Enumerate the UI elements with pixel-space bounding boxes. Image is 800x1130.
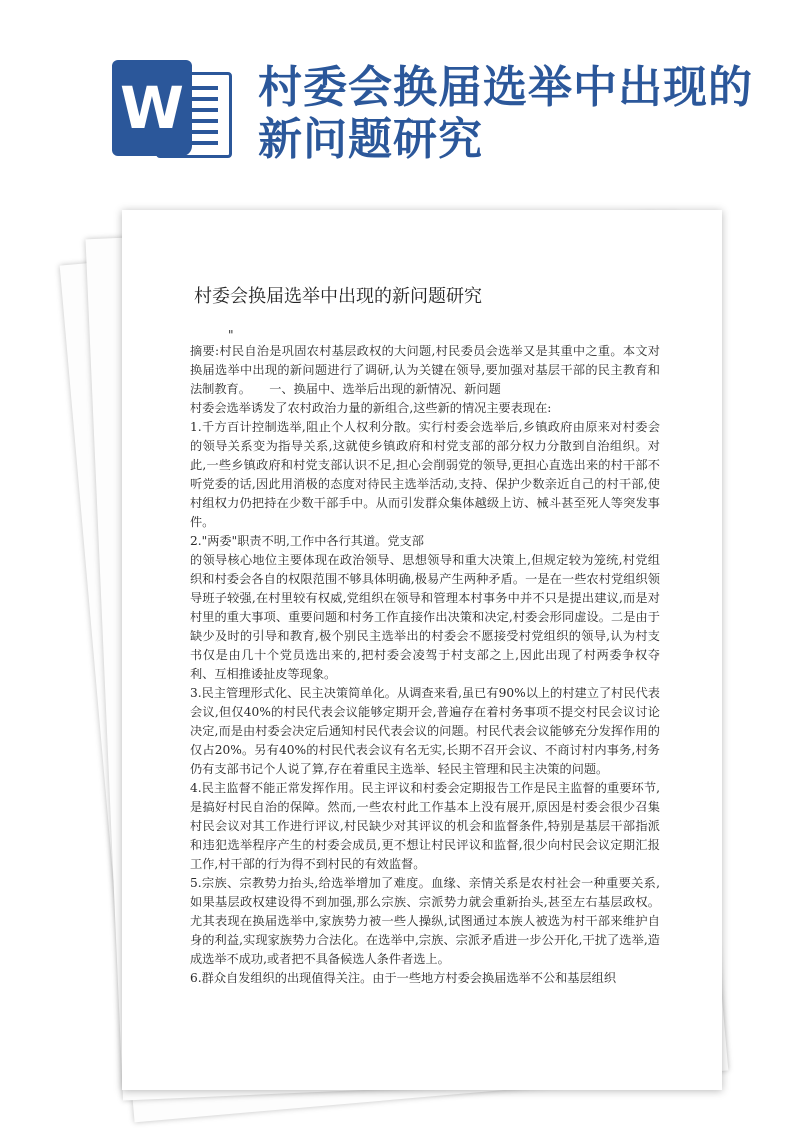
word-logo-icon: [112, 60, 232, 164]
paragraph-item-1: 1.千方百计控制选举,阻止个人权利分散。实行村委会选举后,乡镇政府由原来对村委会的领导关系变为指导关系,这就使乡镇政府和村党支部的部分权力分散到自治组织。对此,一些乡镇政府和村党支部认识不足,担心会削弱党的领导,更担心直选出来的村干部不听党委的话,因此用消极的态度对待民主选举活动,支持、保护少数亲近自己的村干部,使村组权力仍把持在少数干部手中。从而引发群众集体越级上访、械斗甚至死人等突发事件。: [190, 420, 660, 529]
paragraph-intro: 村委会选举诱发了农村政治力量的新组合,这些新的情况主要表现在:: [190, 401, 552, 415]
paragraph-abstract: 摘要:村民自治是巩固农村基层政权的大问题,村民委员会选举又是其重中之重。本文对换届选举中出现的新问题进行了调研,认为关键在领导,要加强对基层干部的民主教育和法制教育。 一、换届中、选举后出现的新情况、新问题: [190, 344, 660, 396]
page-heading: 村委会换届选举中出现的新问题研究: [258, 62, 753, 165]
paragraph-item-4: 4.民主监督不能正常发挥作用。民主评议和村委会定期报告工作是民主监督的重要环节,是搞好村民自治的保障。然而,一些农村此工作基本上没有展开,原因是村委会很少召集村民会议对其工作进行评议,村民缺少对其评议的机会和监督条件,特别是基层干部指派和违犯选举程序产生的村委会成员,更不想让村民评议和监督,很少向村民会议定期汇报工作,村干部的行为得不到村民的有效监督。: [190, 781, 660, 871]
paragraph-item-3: 3.民主管理形式化、民主决策简单化。从调查来看,虽已有90%以上的村建立了村民代表会议,但仅40%的村民代表会议能够定期开会,普遍存在着村务事项不提交村民会议讨论决定,而是由村委会决定后通知村民代表会议的问题。村民代表会议能够充分发挥作用的仅占20%。另有40%的村民代表会议有名无实,长期不召开会议、不商讨村内事务,村务仍有支部书记个人说了算,存在着重民主选举、轻民主管理和民主决策的问题。: [190, 686, 660, 776]
document-page: [122, 210, 722, 1090]
paragraph-item-2-body: 的领导核心地位主要体现在政治领导、思想领导和重大决策上,但规定较为笼统,村党组织和村委会各自的权限范围不够具体明确,极易产生两种矛盾。一是在一些农村党组织领导班子较强,在村里较有权威,党组织在领导和管理本村事务中并不只是提出建议,而是对村里的重大事项、重要问题和村务工作直接作出决策和决定,村委会形同虚设。二是由于缺少及时的引导和教育,极个别民主选举出的村委会不愿接受村党组织的领导,认为村支书仅是由几十个党员选出来的,把村委会凌驾于村支部之上,因此出现了村两委争权夺利、互相推诿扯皮等现象。: [190, 553, 660, 681]
paragraph-item-6: 6.群众自发组织的出现值得关注。由于一些地方村委会换届选举不公和基层组织: [190, 971, 617, 985]
quote-mark: ": [228, 328, 234, 342]
document-title: 村委会换届选举中出现的新问题研究: [194, 286, 482, 307]
paragraph-item-2-head: 2."两委"职责不明,工作中各行其道。党支部: [190, 534, 424, 548]
word-letter-badge: W: [112, 60, 192, 156]
paragraph-item-5: 5.宗族、宗教势力抬头,给选举增加了难度。血缘、亲情关系是农村社会一种重要关系,如果基层政权建设得不到加强,那么宗族、宗派势力就会重新抬头,甚至左右基层政权。尤其表现在换届选举中,家族势力被一些人操纵,试图通过本族人被选为村干部来维护自身的利益,实现家族势力合法化。在选举中,宗族、宗派矛盾进一步公开化,干扰了选举,造成选举不成功,或者把不具备候选人条件者选上。: [190, 876, 660, 966]
document-body: [190, 342, 660, 988]
